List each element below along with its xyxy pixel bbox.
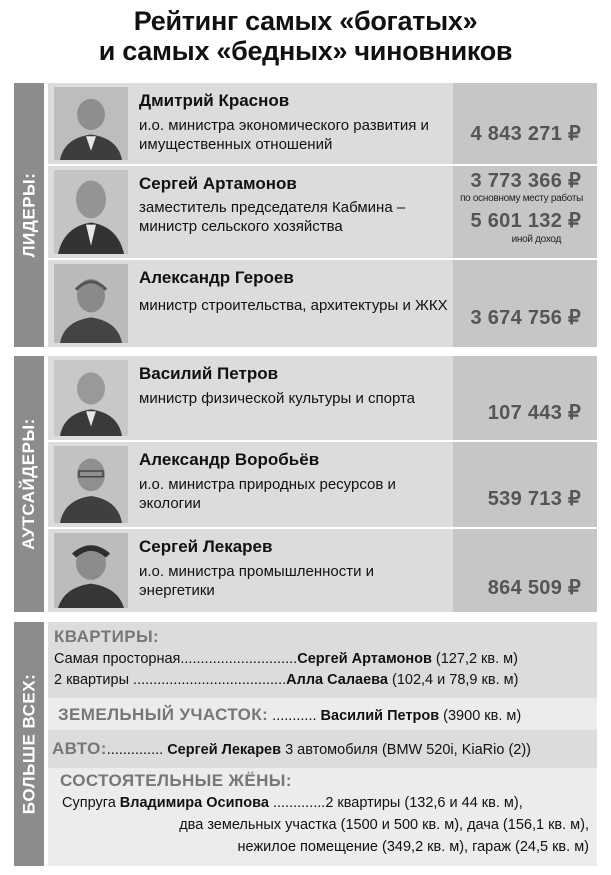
official-photo xyxy=(54,170,128,254)
official-photo xyxy=(54,87,128,160)
income-box xyxy=(453,260,597,347)
income-box xyxy=(453,442,597,527)
official-position: и.о. министра промышленности и энергетики xyxy=(139,563,375,599)
official-row xyxy=(48,166,597,258)
income-box xyxy=(453,529,597,612)
income-box xyxy=(453,83,597,164)
official-photo xyxy=(54,446,128,523)
apartments-line-1: Самая просторная.............................Сергей Артамонов (127,2 кв. м) xyxy=(54,651,518,667)
official-name: Сергей Артамонов xyxy=(139,174,297,193)
page-title xyxy=(0,6,611,66)
official-row xyxy=(48,83,597,164)
outsiders-sidebar xyxy=(14,356,44,612)
official-position: министр физической культуры и спорта xyxy=(139,390,416,407)
official-name: Сергей Лекарев xyxy=(139,537,273,556)
land-line: ЗЕМЕЛЬНЫЙ УЧАСТОК: ........... Василий Петров (3900 кв. м) xyxy=(58,705,522,724)
income-amount: 864 509 ₽ xyxy=(487,577,581,599)
income-box xyxy=(453,356,597,440)
official-position: и.о. министра экономического развития и имущественных отношений xyxy=(139,117,429,153)
official-row xyxy=(48,356,597,440)
official-photo xyxy=(54,533,128,608)
leaders-sidebar xyxy=(14,83,44,347)
most-label: БОЛЬШЕ ВСЕХ: xyxy=(19,673,38,815)
official-name: Александр Героев xyxy=(139,268,294,287)
income-amount: 3 773 366 ₽ xyxy=(470,170,581,192)
income-amount: 539 713 ₽ xyxy=(487,488,581,510)
income-amount: 3 674 756 ₽ xyxy=(470,307,581,329)
wives-line-1: Супруга Владимира Осипова .............2 квартиры (132,6 и 44 кв. м), xyxy=(62,795,523,811)
title-line-2: и самых «бедных» чиновников xyxy=(98,36,513,66)
official-row xyxy=(48,260,597,347)
official-position: министр строительства, архитектуры и ЖКХ xyxy=(139,297,448,314)
official-name: Дмитрий Краснов xyxy=(139,91,290,110)
official-position: и.о. министра природных ресурсов и экологии xyxy=(139,476,396,512)
outsiders-label: АУТСАЙДЕРЫ: xyxy=(19,418,38,550)
income-note: по основному месту работы xyxy=(460,193,583,204)
wives-line-2: два земельных участка (1500 и 500 кв. м), дача (156,1 кв. м), xyxy=(179,817,589,833)
apartments-line-2: 2 квартиры ......................................Алла Салаева (102,4 и 78,9 кв. м) xyxy=(54,672,519,688)
title-line-1: Рейтинг самых «богатых» xyxy=(133,6,478,36)
official-name: Василий Петров xyxy=(139,364,279,383)
wives-line-3: нежилое помещение (349,2 кв. м), гараж (24,5 кв. м) xyxy=(237,839,589,855)
income-amount: 4 843 271 ₽ xyxy=(470,123,581,145)
official-position: заместитель председателя Кабмина – министр сельского хозяйства xyxy=(139,199,406,235)
most-section xyxy=(48,622,597,866)
official-photo xyxy=(54,264,128,343)
official-row xyxy=(48,529,597,612)
other-income-note: иной доход xyxy=(511,234,561,245)
auto-line: АВТО:.............. Сергей Лекарев 3 автомобиля (BMW 520i, KiaRio (2)) xyxy=(52,739,531,758)
other-income-amount: 5 601 132 ₽ xyxy=(470,210,581,232)
official-row xyxy=(48,442,597,527)
most-sidebar xyxy=(14,622,44,866)
official-name: Александр Воробьёв xyxy=(139,450,320,469)
income-box xyxy=(453,166,597,258)
leaders-label: ЛИДЕРЫ: xyxy=(19,172,38,258)
income-amount: 107 443 ₽ xyxy=(487,402,581,424)
wives-heading: СОСТОЯТЕЛЬНЫЕ ЖЁНЫ: xyxy=(60,771,292,790)
official-photo xyxy=(54,360,128,436)
apartments-heading: КВАРТИРЫ: xyxy=(54,627,160,646)
